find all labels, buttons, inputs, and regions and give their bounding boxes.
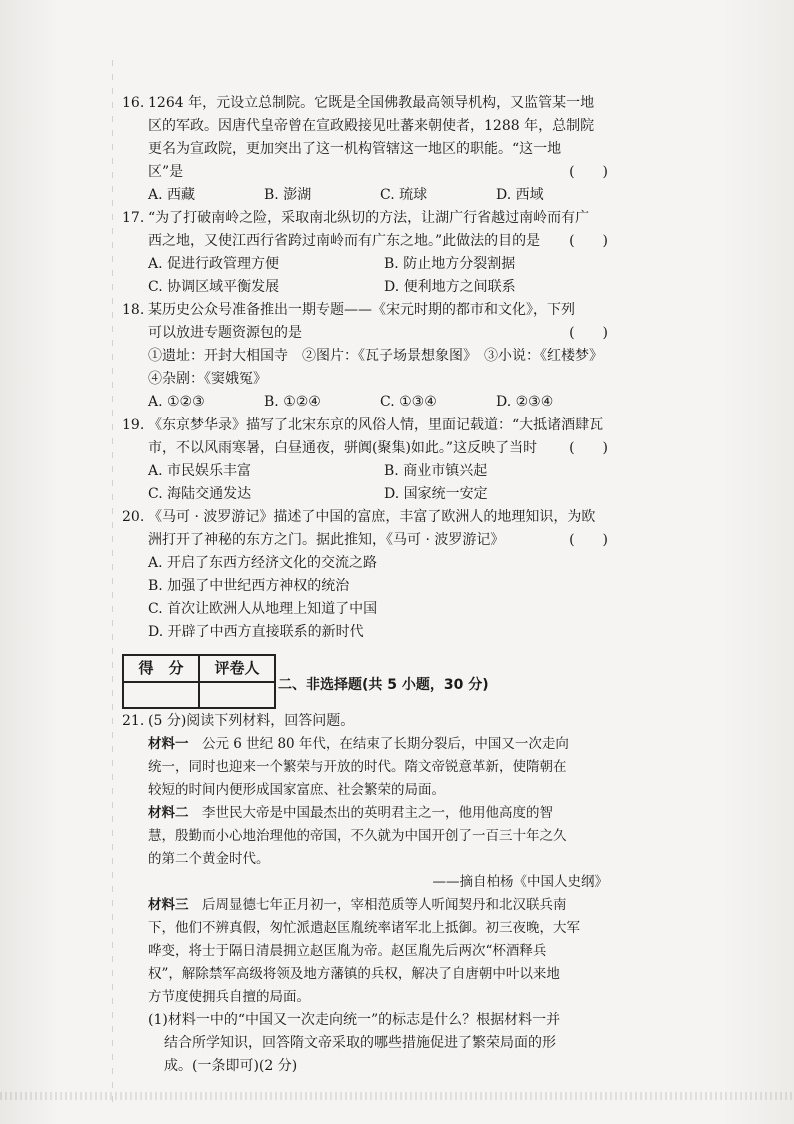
question-number: 16. (122, 95, 145, 111)
binding-margin-line (112, 60, 113, 1110)
option-b: B. ①②④ (264, 394, 321, 410)
question-intro: (5 分)阅读下列材料，回答问题。 (148, 713, 355, 729)
score-header: 得 分 (123, 655, 199, 682)
question-17 (122, 207, 622, 299)
question-text-line: 某历史公众号准备推出一期专题——《宋元时期的都市和文化》，下列 (148, 302, 575, 318)
question-number: 21. (122, 713, 145, 729)
material-1 (122, 733, 622, 802)
question-text-line: 更名为宣政院，更加突出了这一机构管辖这一地区的职能。“这一地 (148, 141, 562, 157)
exam-content (122, 92, 622, 1078)
option-d: D. 便利地方之间联系 (384, 279, 516, 295)
material-label: 材料一 (148, 736, 189, 752)
options (122, 391, 622, 414)
material-3 (122, 894, 622, 1009)
grader-cell[interactable] (199, 682, 275, 708)
score-table (122, 654, 276, 709)
question-20 (122, 506, 622, 644)
sub-question-text-line: 结合所学知识，回答隋文帝采取的哪些措施促进了繁荣局面的形 (164, 1035, 556, 1051)
material-text-line: 后周显德七年正月初一，宰相范质等人听闻契丹和北汉联兵南 (188, 897, 567, 913)
question-text-line: ④杂剧：《窦娥冤》 (148, 371, 267, 387)
option-d: D. ②③④ (496, 394, 554, 410)
question-text-line: 西之地，又使江西行省跨过南岭而有广东之地。”此做法的目的是 (148, 233, 541, 249)
material-text-line: 方节度使拥兵自擅的局面。 (148, 989, 310, 1005)
material-2 (122, 802, 622, 871)
material-text-line: 较短的时间内便形成国家富庶、社会繁荣的局面。 (148, 782, 445, 798)
grader-header: 评卷人 (199, 655, 275, 682)
question-number: 18. (122, 302, 145, 318)
question-number: 19. (122, 417, 145, 433)
question-text-line: “为了打破南岭之险，采取南北纵切的方法，让湖广行省越过南岭而有广 (148, 210, 590, 226)
option-a: A. 开启了东西方经济文化的交流之路 (148, 555, 378, 571)
answer-blank: ( ) (569, 325, 608, 341)
option-d: D. 开辟了中西方直接联系的新时代 (148, 624, 364, 640)
option-d: D. 国家统一安定 (384, 486, 488, 502)
option-b: B. 澎湖 (264, 187, 312, 203)
material-text-line: 李世民大帝是中国最杰出的英明君主之一，他用他高度的智 (188, 805, 553, 821)
material-text-line: 权”，解除禁军高级将领及地方藩镇的兵权，解决了自唐朝中叶以来地 (148, 966, 560, 982)
question-number: 17. (122, 210, 145, 226)
question-text-line: 1264 年，元设立总制院。它既是全国佛教最高领导机构，又监管某一地 (148, 95, 595, 111)
section-title: 二、非选择题(共 5 小题，30 分) (278, 677, 489, 693)
option-d: D. 西域 (496, 187, 544, 203)
answer-blank: ( ) (569, 440, 608, 456)
material-text-line: 哗变，将士于隔日清晨拥立赵匡胤为帝。赵匡胤先后两次“杯酒释兵 (148, 943, 547, 959)
option-a: A. 促进行政管理方便 (148, 256, 280, 272)
option-a: A. 市民娱乐丰富 (148, 463, 252, 479)
options (122, 460, 622, 506)
question-text-line: 洲打开了神秘的东方之门。据此推知，《马可 · 波罗游记》 (148, 532, 505, 548)
material-source: ——摘自柏杨《中国人史纲》 (432, 874, 608, 890)
scan-noise-strip (0, 1092, 794, 1100)
question-text-line: 区”是 (148, 164, 184, 180)
options (122, 253, 622, 299)
options (122, 184, 622, 207)
option-b: B. 商业市镇兴起 (384, 463, 488, 479)
option-c: C. 琉球 (380, 187, 428, 203)
sub-question-text-line: 成。(一条即可)(2 分) (164, 1058, 298, 1074)
section-header (122, 650, 622, 710)
option-b: B. 加强了中世纪西方神权的统治 (148, 578, 350, 594)
question-16 (122, 92, 622, 207)
material-label: 材料三 (148, 897, 189, 913)
question-text-line: 《东京梦华录》描写了北宋东京的风俗人情，里面记载道：“大抵诸酒肆瓦 (148, 417, 604, 433)
material-text-line: 的第二个黄金时代。 (148, 851, 270, 867)
question-text-line: 《马可 · 波罗游记》描述了中国的富庶，丰富了欧洲人的地理知识，为欧 (148, 509, 596, 525)
score-cell[interactable] (123, 682, 199, 708)
question-text-line: 可以放进专题资源包的是 (148, 325, 302, 341)
answer-blank: ( ) (569, 532, 608, 548)
material-text-line: 公元 6 世纪 80 年代，在结束了长期分裂后，中国又一次走向 (188, 736, 569, 752)
material-text-line: 下，他们不辨真假，匆忙派遣赵匡胤统率诸军北上抵御。初三夜晚，大军 (148, 920, 580, 936)
option-c: C. 海陆交通发达 (148, 486, 252, 502)
material-text-line: 慧，殷勤而小心地治理他的帝国，不久就为中国开创了一百三十年之久 (148, 828, 567, 844)
question-19 (122, 414, 622, 506)
question-18 (122, 299, 622, 414)
question-number: 20. (122, 509, 145, 525)
answer-blank: ( ) (569, 233, 608, 249)
material-label: 材料二 (148, 805, 189, 821)
sub-question-1 (122, 1009, 622, 1078)
option-c: C. 协调区域平衡发展 (148, 279, 280, 295)
question-text-line: 市，不以风雨寒暑，白昼通夜，骈阗(聚集)如此。”这反映了当时 (148, 440, 538, 456)
question-21 (122, 710, 622, 1078)
option-b: B. 防止地方分裂割据 (384, 256, 516, 272)
material-text-line: 统一，同时也迎来一个繁荣与开放的时代。隋文帝锐意革新，使隋朝在 (148, 759, 567, 775)
question-text-line: ①遗址：开封大相国寺 ②图片：《瓦子场景想象图》 ③小说：《红楼梦》 (148, 348, 603, 364)
option-a: A. 西藏 (148, 187, 196, 203)
sub-question-text-line: (1)材料一中的“中国又一次走向统一”的标志是什么？根据材料一并 (148, 1012, 561, 1028)
option-c: C. ①③④ (380, 394, 437, 410)
question-text-line: 区的军政。因唐代皇帝曾在宣政殿接见吐蕃来朝使者，1288 年，总制院 (148, 118, 595, 134)
option-c: C. 首次让欧洲人从地理上知道了中国 (148, 601, 378, 617)
answer-blank: ( ) (569, 164, 608, 180)
option-a: A. ①②③ (148, 394, 205, 410)
